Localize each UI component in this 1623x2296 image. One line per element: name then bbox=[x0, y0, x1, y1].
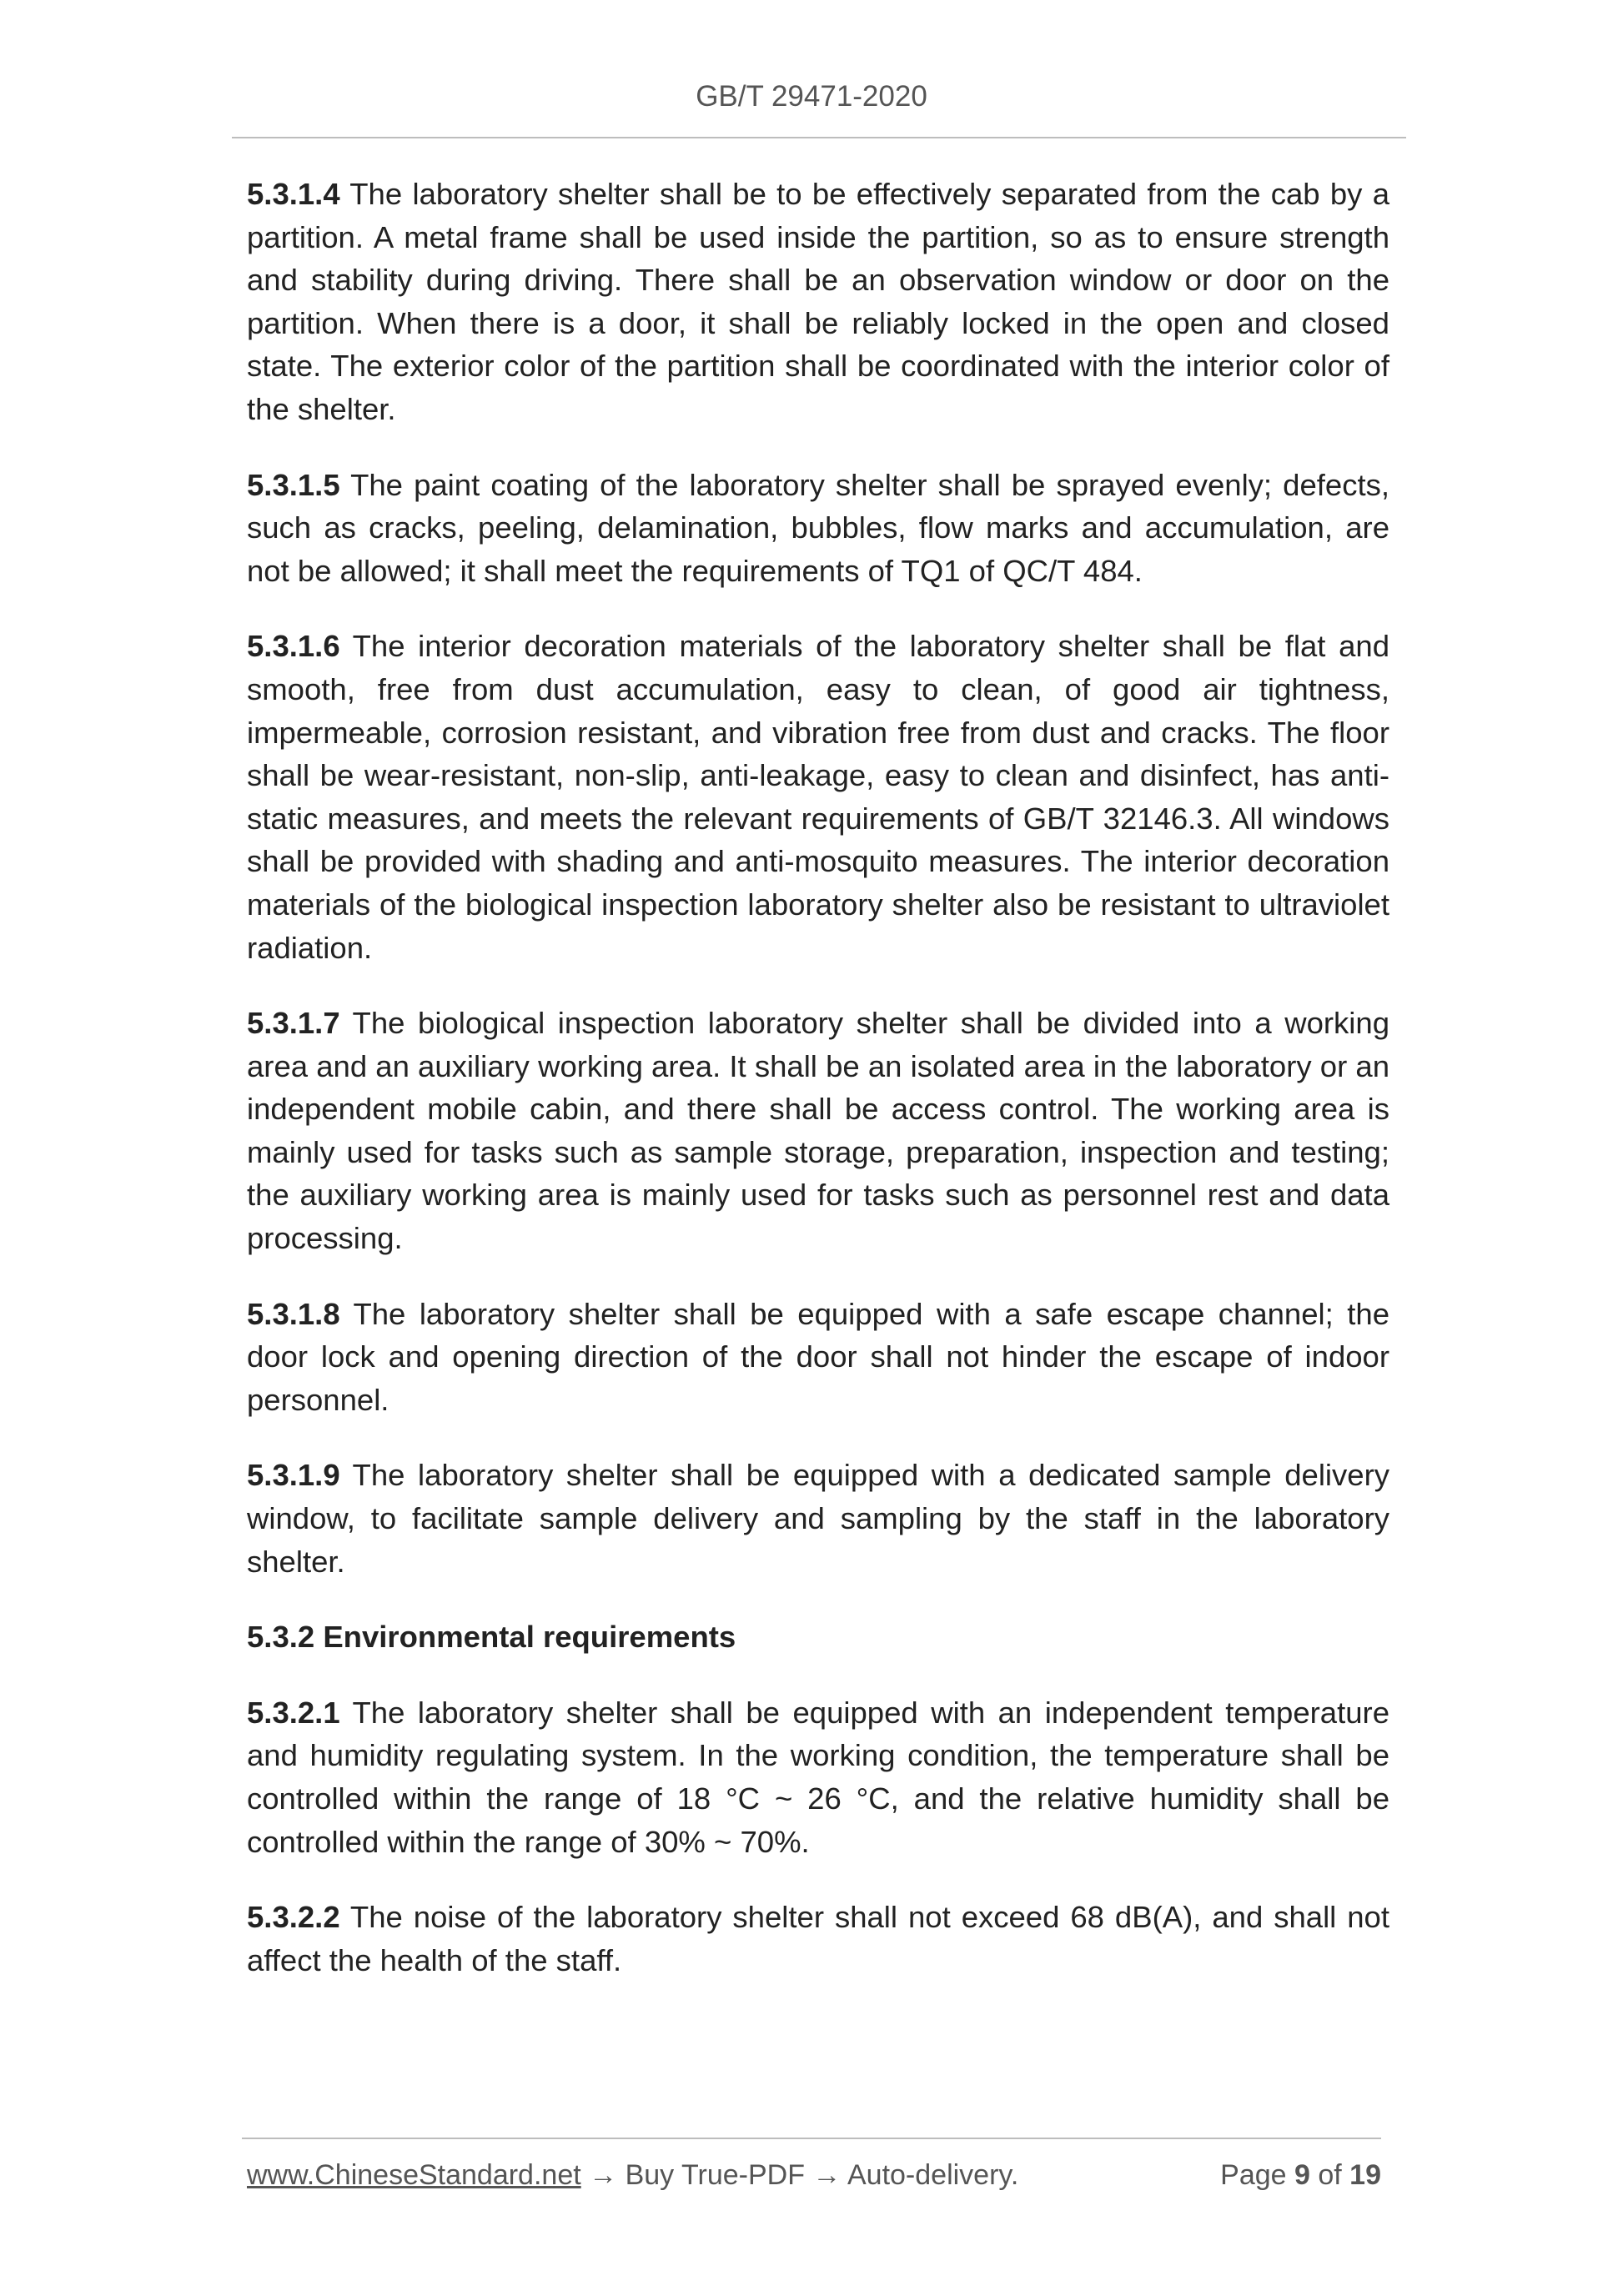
clause-5-3-2-1 bbox=[247, 1691, 1389, 1863]
clause-text: The laboratory shelter shall be equipped with an independent temperature and humidity regulating system. In the working condition, the temperature shall be controlled within the range of 18 °C ~ 26 °C, and the relative humidity shall be controlled within the range of 30% ~ 70%. bbox=[247, 1695, 1389, 1859]
page-header-title: GB/T 29471-2020 bbox=[696, 80, 927, 113]
clause-number: 5.3.1.7 bbox=[247, 1006, 340, 1041]
clause-5-3-2-2 bbox=[247, 1896, 1389, 1982]
clause-text: The laboratory shelter shall be equipped with a dedicated sample delivery window, to facilitate sample delivery and sampling by the staff in the laboratory shelter. bbox=[247, 1458, 1389, 1579]
clause-text: The biological inspection laboratory shelter shall be divided into a working area and an auxiliary working area. It shall be an isolated area in the laboratory or an independent mobile cabin, and there shall be access control. The working area is mainly used for tasks such as sample storage, preparation, inspection and testing; the auxiliary working area is mainly used for tasks such as personnel rest and data processing. bbox=[247, 1006, 1389, 1256]
clause-text: The interior decoration materials of the laboratory shelter shall be flat and smooth, free from dust accumulation, easy to clean, of good air tightness, impermeable, corrosion resistant, and vibration free from dust and cracks. The floor shall be wear-resistant, non-slip, anti-leakage, easy to clean and disinfect, has anti-static measures, and meets the relevant requirements of GB/T 32146.3. All windows shall be provided with shading and anti-mosquito measures. The interior decoration materials of the biological inspection laboratory shelter also be resistant to ultraviolet radiation. bbox=[247, 629, 1389, 965]
footer-divider bbox=[242, 2138, 1381, 2139]
clause-number: 5.3.1.6 bbox=[247, 629, 340, 664]
clause-text: The laboratory shelter shall be to be effectively separated from the cab by a partition. A metal frame shall be used inside the partition, so as to ensure strength and stability during driving. There shall be an observation window or door on the partition. When there is a door, it shall be reliably locked in the open and closed state. The exterior color of the partition shall be coordinated with the interior color of the shelter. bbox=[247, 177, 1389, 426]
clause-5-3-1-9 bbox=[247, 1454, 1389, 1583]
document-body bbox=[247, 173, 1389, 2014]
footer-tagline: → Buy True-PDF → Auto-delivery. bbox=[580, 2159, 1019, 2191]
clause-5-3-1-4 bbox=[247, 173, 1389, 431]
website-link[interactable]: www.ChineseStandard.net bbox=[247, 2159, 581, 2191]
clause-text: The noise of the laboratory shelter shall not exceed 68 dB(A), and shall not affect the health of the staff. bbox=[247, 1900, 1389, 1977]
page-footer bbox=[247, 2159, 1381, 2192]
clause-5-3-1-8 bbox=[247, 1293, 1389, 1422]
clause-number: 5.3.1.4 bbox=[247, 177, 340, 211]
clause-number: 5.3.1.8 bbox=[247, 1296, 340, 1331]
clause-number: 5.3.2.1 bbox=[247, 1695, 340, 1730]
clause-5-3-1-5 bbox=[247, 464, 1389, 593]
page-label: Page bbox=[1220, 2159, 1294, 2191]
clause-number: 5.3.2.2 bbox=[247, 1900, 340, 1935]
clause-text: The paint coating of the laboratory shelter shall be sprayed evenly; defects, such as cracks, peeling, delamination, bubbles, flow marks and accumulation, are not be allowed; it shall meet the requirements of TQ1 of QC/T 484. bbox=[247, 467, 1389, 588]
page-indicator bbox=[1220, 2159, 1381, 2192]
of-label: of bbox=[1309, 2159, 1350, 2191]
clause-number: 5.3.1.9 bbox=[247, 1458, 340, 1493]
clause-number: 5.3.1.5 bbox=[247, 467, 340, 502]
clause-5-3-1-7 bbox=[247, 1002, 1389, 1260]
header-divider bbox=[232, 137, 1406, 138]
footer-promo bbox=[247, 2159, 1018, 2192]
clause-text: The laboratory shelter shall be equipped with a safe escape channel; the door lock and opening direction of the door shall not hinder the escape of indoor personnel. bbox=[247, 1296, 1389, 1417]
clause-5-3-1-6 bbox=[247, 625, 1389, 969]
page-number: 9 bbox=[1294, 2159, 1310, 2191]
total-pages: 19 bbox=[1349, 2159, 1381, 2191]
section-heading-environmental-requirements: 5.3.2 Environmental requirements bbox=[247, 1620, 736, 1655]
